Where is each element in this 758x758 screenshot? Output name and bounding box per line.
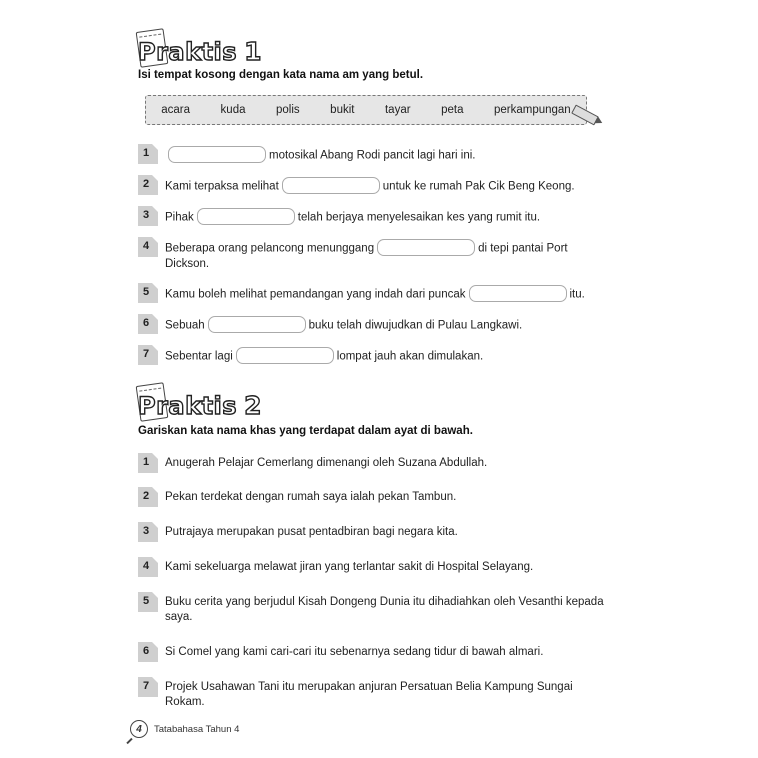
question-text: Putrajaya merupakan pusat pentadbiran bagi negara kita. bbox=[165, 526, 458, 538]
number-badge: 2 bbox=[138, 487, 158, 507]
number-badge: 4 bbox=[138, 237, 158, 257]
heading-word: Praktis bbox=[138, 392, 238, 420]
question-text: motosikal Abang Rodi pancit lagi hari ini. bbox=[269, 149, 476, 162]
fill-question bbox=[138, 178, 605, 195]
word-bank-item: perkampungan bbox=[493, 104, 571, 116]
heading-number: 1 bbox=[244, 37, 262, 66]
answer-blank[interactable] bbox=[282, 177, 380, 194]
number-badge: 6 bbox=[138, 314, 158, 334]
fill-question bbox=[138, 286, 625, 303]
number-badge: 7 bbox=[138, 677, 158, 697]
number-badge: 7 bbox=[138, 345, 158, 365]
question-text: Beberapa orang pelancong menunggang bbox=[165, 242, 375, 255]
word-bank-item: peta bbox=[441, 104, 464, 116]
number-badge: 6 bbox=[138, 642, 158, 662]
number-badge: 5 bbox=[138, 592, 158, 612]
underline-question bbox=[138, 456, 605, 473]
question-text: Kami terpaksa melihat bbox=[165, 180, 279, 193]
fill-question bbox=[138, 147, 605, 164]
number-badge: 3 bbox=[138, 206, 158, 226]
section2-heading bbox=[138, 390, 261, 420]
question-text: Sebentar lagi bbox=[165, 350, 233, 363]
question-text: Sebuah bbox=[165, 319, 205, 332]
question-text: Projek Usahawan Tani itu merupakan anjuran Persatuan Belia Kampung Sungai Rokam. bbox=[165, 681, 573, 708]
question-text: Pihak bbox=[165, 211, 194, 224]
answer-blank[interactable] bbox=[469, 285, 567, 302]
question-text: Kami sekeluarga melawat jiran yang terlantar sakit di Hospital Selayang. bbox=[165, 561, 534, 573]
question-text: buku telah diwujudkan di Pulau Langkawi. bbox=[308, 319, 523, 332]
underline-question bbox=[138, 595, 605, 625]
number-badge: 4 bbox=[138, 557, 158, 577]
word-bank-item: kuda bbox=[220, 104, 246, 116]
number-badge: 2 bbox=[138, 175, 158, 195]
underline-question bbox=[138, 525, 605, 542]
fill-question bbox=[138, 209, 605, 226]
fill-question bbox=[138, 348, 605, 365]
question-text: Kamu boleh melihat pemandangan yang indah dari puncak bbox=[165, 288, 466, 301]
book-title: Tatabahasa Tahun 4 bbox=[154, 723, 240, 735]
word-bank-item: polis bbox=[276, 104, 300, 116]
question-text: untuk ke rumah Pak Cik Beng Keong. bbox=[382, 180, 575, 193]
word-bank-item: tayar bbox=[384, 104, 411, 116]
number-badge: 1 bbox=[138, 144, 158, 164]
answer-blank[interactable] bbox=[208, 316, 306, 333]
page-number: 4 bbox=[136, 723, 142, 735]
underline-question bbox=[138, 680, 605, 710]
answer-blank[interactable] bbox=[236, 347, 334, 364]
number-badge: 3 bbox=[138, 522, 158, 542]
magnifier-icon bbox=[130, 720, 148, 738]
section1-heading bbox=[138, 36, 261, 66]
question-text: itu. bbox=[569, 288, 585, 301]
heading-number: 2 bbox=[244, 391, 262, 420]
question-text: Si Comel yang kami cari-cari itu sebenarnya sedang tidur di bawah almari. bbox=[165, 646, 544, 658]
word-bank-item: acara bbox=[161, 104, 191, 116]
underline-question bbox=[138, 645, 605, 662]
heading-word: Praktis bbox=[138, 38, 238, 66]
word-bank bbox=[145, 95, 587, 125]
section1-instruction: Isi tempat kosong dengan kata nama am yang betul. bbox=[138, 69, 424, 81]
section2-instruction: Gariskan kata nama khas yang terdapat dalam ayat di bawah. bbox=[138, 425, 473, 437]
answer-blank[interactable] bbox=[197, 208, 295, 225]
question-text: lompat jauh akan dimulakan. bbox=[336, 350, 484, 363]
question-text: Anugerah Pelajar Cemerlang dimenangi oleh Suzana Abdullah. bbox=[165, 457, 488, 469]
answer-blank[interactable] bbox=[377, 239, 475, 256]
answer-blank[interactable] bbox=[168, 146, 266, 163]
fill-question bbox=[138, 240, 605, 272]
number-badge: 5 bbox=[138, 283, 158, 303]
underline-question bbox=[138, 490, 605, 507]
underline-question bbox=[138, 560, 605, 577]
number-badge: 1 bbox=[138, 453, 158, 473]
question-text: di tepi pantai Port Dickson. bbox=[165, 242, 568, 270]
page-footer bbox=[130, 720, 239, 738]
question-text: telah berjaya menyelesaikan kes yang rumit itu. bbox=[297, 211, 541, 224]
question-text: Buku cerita yang berjudul Kisah Dongeng Dunia itu dihadiahkan oleh Vesanthi kepada saya. bbox=[165, 596, 604, 623]
word-bank-item: bukit bbox=[330, 104, 355, 116]
fill-question bbox=[138, 317, 605, 334]
question-text: Pekan terdekat dengan rumah saya ialah pekan Tambun. bbox=[165, 491, 457, 503]
